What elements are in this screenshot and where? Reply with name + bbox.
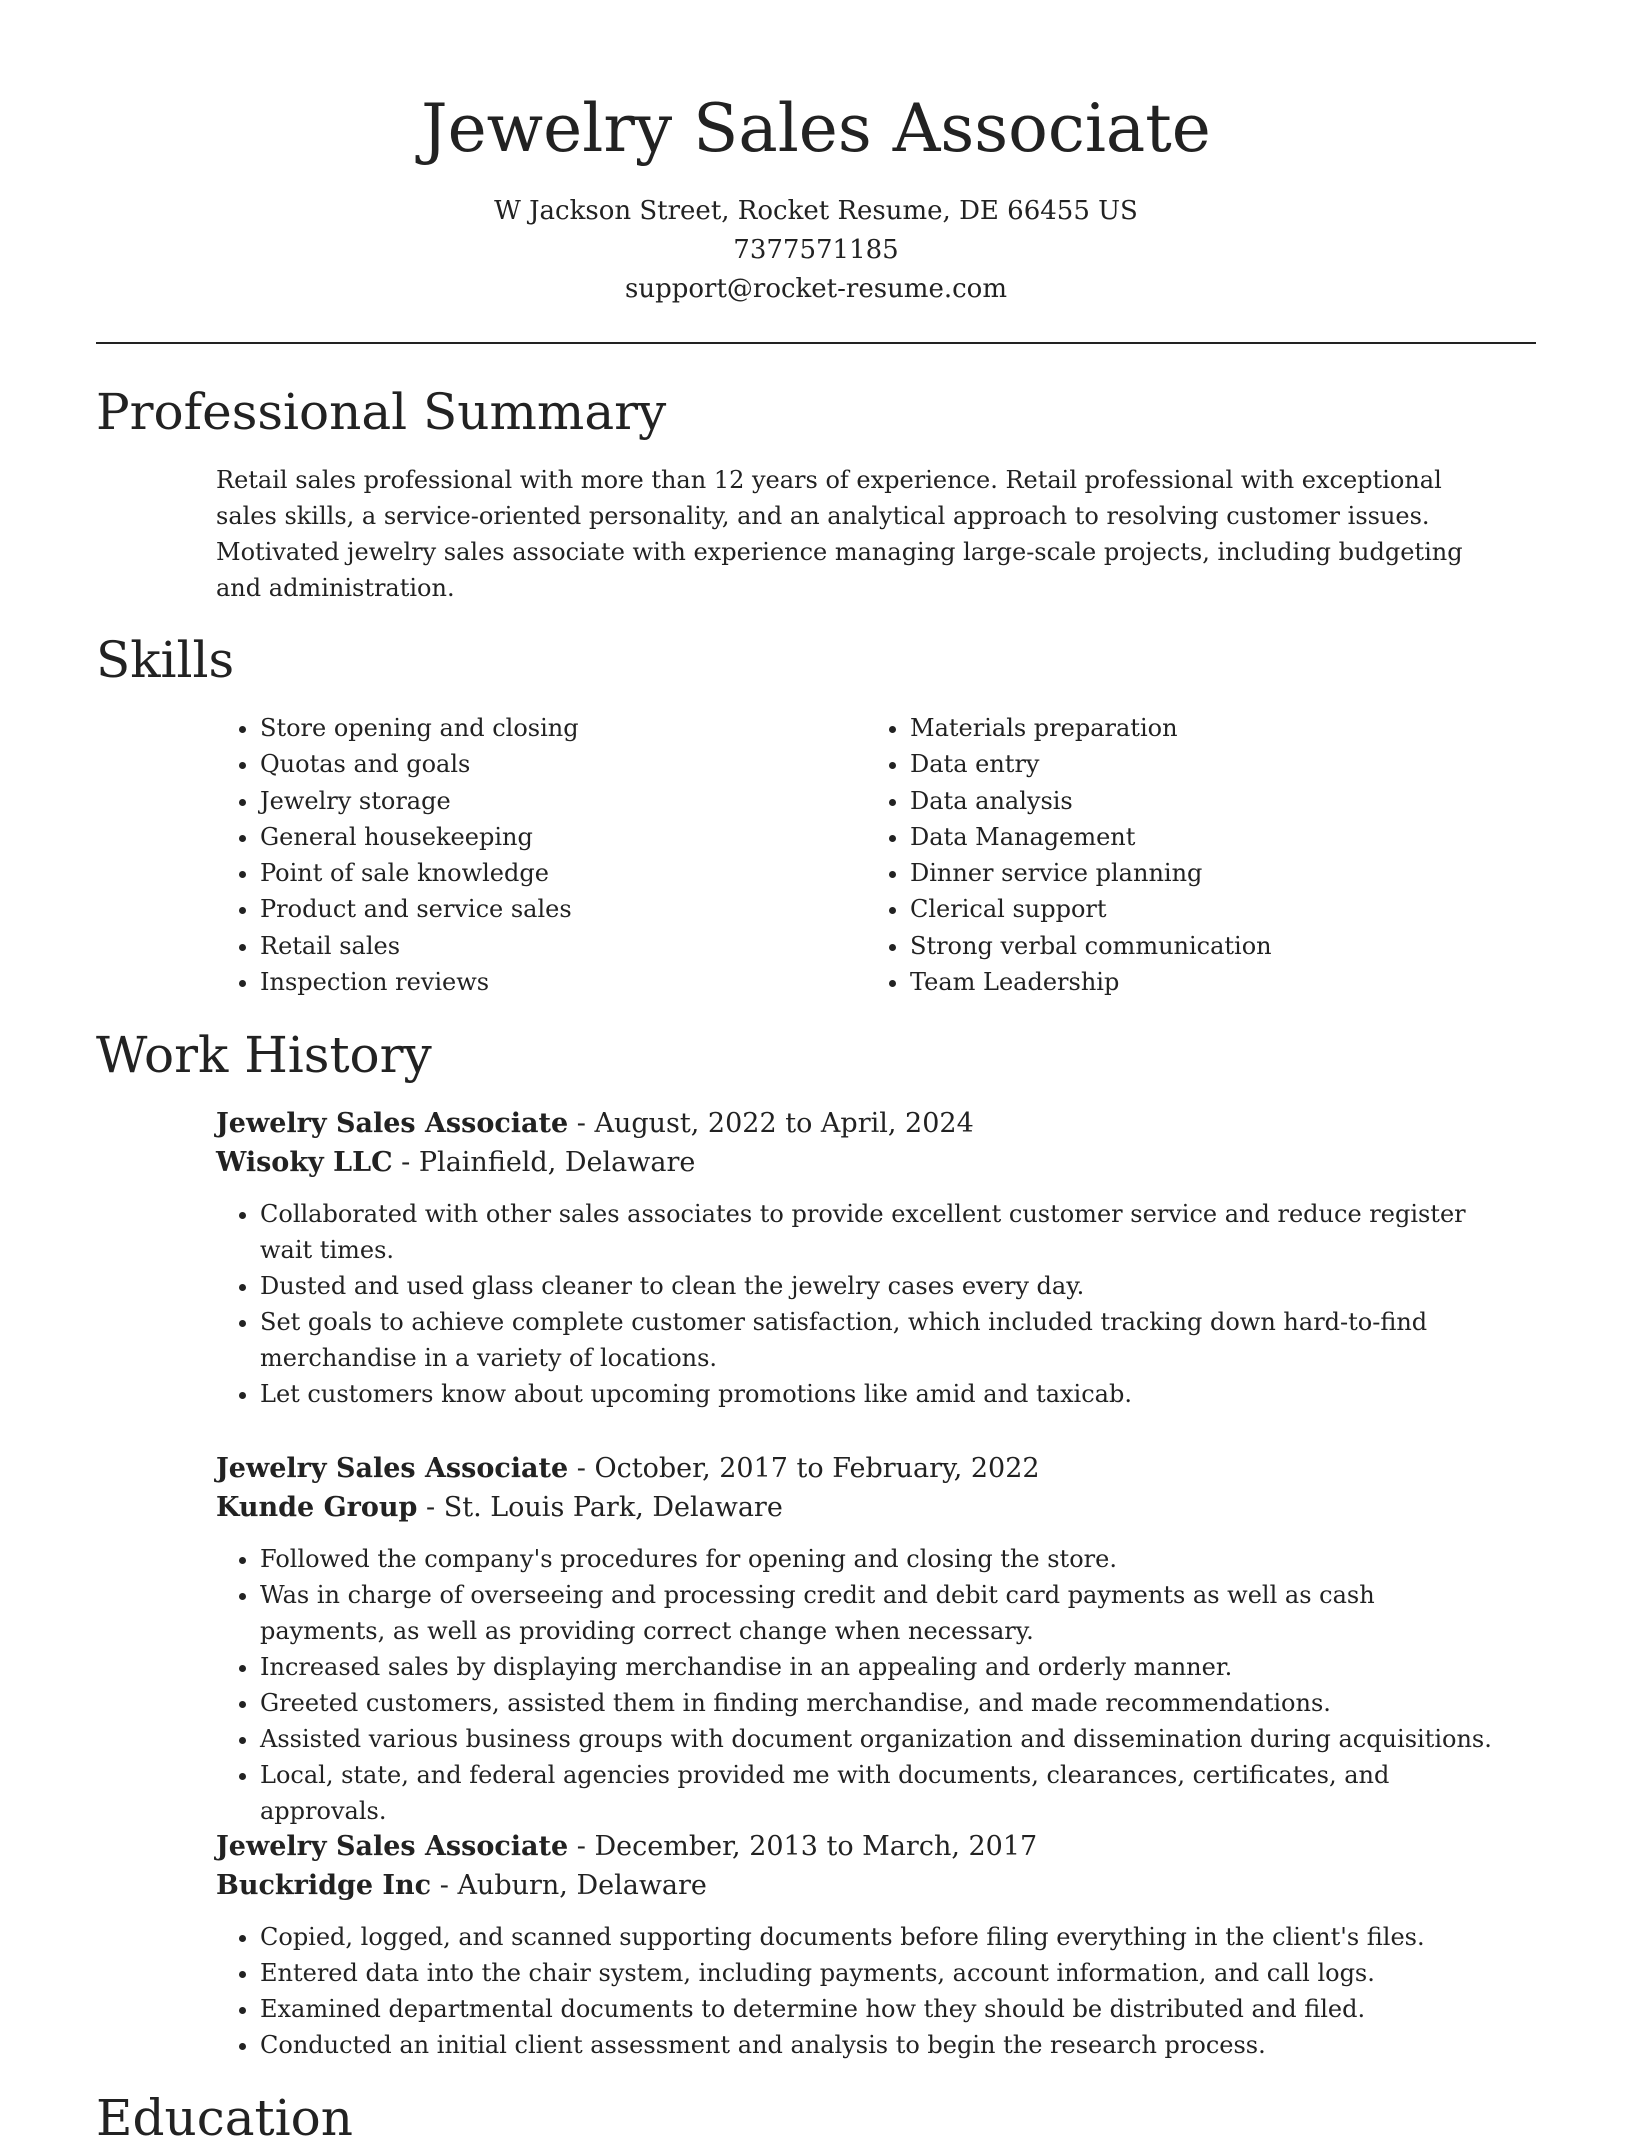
job-bullet: • Collaborated with other sales associates to provide excellent customer service and reduce register wait times. <box>260 1196 1506 1268</box>
contact-email: support@rocket-resume.com <box>624 274 1007 304</box>
job-separator: - <box>576 1108 595 1139</box>
job-company: Buckridge Inc <box>216 1870 432 1901</box>
header-divider <box>96 342 1536 344</box>
skill-item: • Data analysis <box>910 783 1510 819</box>
job-role: Jewelry Sales Associate <box>216 1108 569 1139</box>
skill-item: • Data entry <box>910 746 1510 782</box>
job-bullet: • Copied, logged, and scanned supporting documents before filing everything in the client's files. <box>260 1919 1506 1955</box>
job-bullets <box>216 1196 1506 1412</box>
job-location: Auburn, Delaware <box>457 1870 707 1901</box>
job-bullet: • Dusted and used glass cleaner to clean the jewelry cases every day. <box>260 1268 1506 1304</box>
job-separator: - <box>401 1147 419 1178</box>
skill-item: • Dinner service planning <box>910 855 1510 891</box>
job-company: Kunde Group <box>216 1492 418 1523</box>
job-separator: - <box>439 1870 458 1901</box>
job-company: Wisoky LLC <box>216 1147 393 1178</box>
job-separator: - <box>426 1492 444 1523</box>
job-title-line <box>216 1104 1506 1143</box>
skill-item: • Data Management <box>910 819 1510 855</box>
job-bullet: • Followed the company's procedures for opening and closing the store. <box>260 1541 1506 1577</box>
resume-header <box>0 0 1632 309</box>
skill-item: • Clerical support <box>910 891 1510 927</box>
skills-column-right <box>866 710 1510 1000</box>
contact-address: W Jackson Street, Rocket Resume, DE 66455 US <box>494 196 1138 226</box>
job-company-line <box>216 1143 1506 1182</box>
job-role: Jewelry Sales Associate <box>216 1453 569 1484</box>
job-bullet: • Examined departmental documents to determine how they should be distributed and filed. <box>260 1991 1506 2027</box>
job-bullet: • Entered data into the chair system, including payments, account information, and call logs. <box>260 1955 1506 1991</box>
job-bullet: • Assisted various business groups with document organization and dissemination during acquisitions. <box>260 1721 1506 1757</box>
job-dates: August, 2022 to April, 2024 <box>594 1108 974 1139</box>
skill-item: • Materials preparation <box>910 710 1510 746</box>
summary-text: Retail sales professional with more than 12 years of experience. Retail professional with exceptional sales skills, a service-oriented personality, and an analytical approach to resolving customer issues. Motivated jewelry sales associate with experience managing large-scale projects, including budgeting and administration. <box>216 466 1463 602</box>
job-title-line <box>216 1827 1506 1866</box>
job-bullet: • Greeted customers, assisted them in finding merchandise, and made recommendations. <box>260 1685 1506 1721</box>
job-bullets <box>216 1919 1506 2063</box>
job-dates: October, 2017 to February, 2022 <box>594 1453 1040 1484</box>
job-title-line <box>216 1449 1506 1488</box>
job-bullet: • Local, state, and federal agencies provided me with documents, clearances, certificates, and approvals. <box>260 1757 1506 1829</box>
job-dates: December, 2013 to March, 2017 <box>594 1831 1038 1862</box>
skills-column-left <box>216 710 866 1000</box>
skill-item: • Retail sales <box>260 928 866 964</box>
job-separator: - <box>576 1453 595 1484</box>
job-location: Plainfield, Delaware <box>418 1147 696 1178</box>
job-bullet: • Let customers know about upcoming promotions like amid and taxicab. <box>260 1376 1506 1412</box>
skill-item: • Strong verbal communication <box>910 928 1510 964</box>
job-separator: - <box>576 1831 595 1862</box>
job-bullet: • Conducted an initial client assessment and analysis to begin the research process. <box>260 2027 1506 2063</box>
contact-phone: 7377571185 <box>733 235 899 265</box>
job-bullet: • Set goals to achieve complete customer satisfaction, which included tracking down hard-to-find merchandise in a variety of locations. <box>260 1304 1506 1376</box>
section-title-work-history: Work History <box>96 1026 432 1084</box>
job-location: St. Louis Park, Delaware <box>443 1492 783 1523</box>
job-bullet: • Was in charge of overseeing and processing credit and debit card payments as well as cash payments, as well as providing correct change when necessary. <box>260 1577 1506 1649</box>
skill-item: • General housekeeping <box>260 819 866 855</box>
skill-item: • Jewelry storage <box>260 783 866 819</box>
skill-item: • Product and service sales <box>260 891 866 927</box>
job-company-line <box>216 1866 1506 1905</box>
resume-name: Jewelry Sales Associate <box>421 90 1211 167</box>
job-bullet: • Increased sales by displaying merchandise in an appealing and orderly manner. <box>260 1649 1506 1685</box>
skill-item: • Point of sale knowledge <box>260 855 866 891</box>
job-entry <box>216 1104 1506 1412</box>
job-entry <box>216 1449 1506 1829</box>
contact-block <box>0 192 1632 309</box>
job-role: Jewelry Sales Associate <box>216 1831 569 1862</box>
skill-item: • Store opening and closing <box>260 710 866 746</box>
job-bullets <box>216 1541 1506 1829</box>
skill-item: • Inspection reviews <box>260 964 866 1000</box>
section-title-skills: Skills <box>96 631 235 689</box>
job-entry <box>216 1827 1506 2063</box>
skill-item: • Team Leadership <box>910 964 1510 1000</box>
skill-item: • Quotas and goals <box>260 746 866 782</box>
section-title-education: Education <box>96 2089 353 2147</box>
skills-list <box>216 710 1516 1000</box>
section-title-summary: Professional Summary <box>96 383 667 441</box>
job-company-line <box>216 1488 1506 1527</box>
